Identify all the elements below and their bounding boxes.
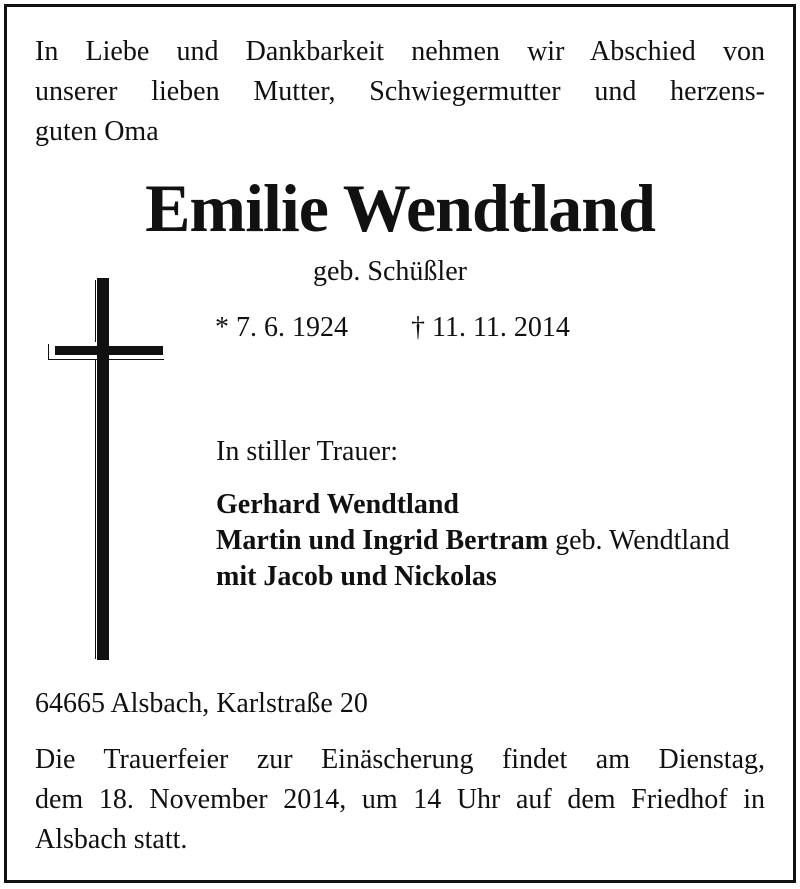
intro-line-2: unserer lieben Mutter, Schwiegermutter und herzens- <box>35 76 765 107</box>
service-line-2: dem 18. November 2014, um 14 Uhr auf dem Friedhof in <box>35 784 765 815</box>
death-date: † 11. 11. 2014 <box>411 312 570 343</box>
address: 64665 Alsbach, Karlstraße 20 <box>35 688 368 719</box>
family-line-3: mit Jacob und Nickolas <box>216 561 497 592</box>
family-line-1: Gerhard Wendtland <box>216 489 459 520</box>
service-line-3: Alsbach statt. <box>35 824 188 855</box>
family-line-2 <box>216 523 730 559</box>
family-list <box>216 487 730 595</box>
family-line-2-names: Martin und Ingrid Bertram <box>216 525 549 556</box>
maiden-name: geb. Schüßler <box>313 256 467 287</box>
intro-line-3: guten Oma <box>35 116 159 147</box>
cross-icon <box>45 278 165 660</box>
service-text <box>35 740 765 860</box>
birth-date: * 7. 6. 1924 <box>215 312 348 343</box>
mourning-label: In stiller Trauer: <box>216 436 398 467</box>
deceased-name: Emilie Wendtland <box>145 170 655 246</box>
service-line-1: Die Trauerfeier zur Einäscherung findet am Dienstag, <box>35 744 765 775</box>
intro-text <box>35 32 765 152</box>
family-line-2-maiden: geb. Wendtland <box>548 525 730 556</box>
intro-line-1: In Liebe und Dankbarkeit nehmen wir Abschied von <box>35 36 765 67</box>
